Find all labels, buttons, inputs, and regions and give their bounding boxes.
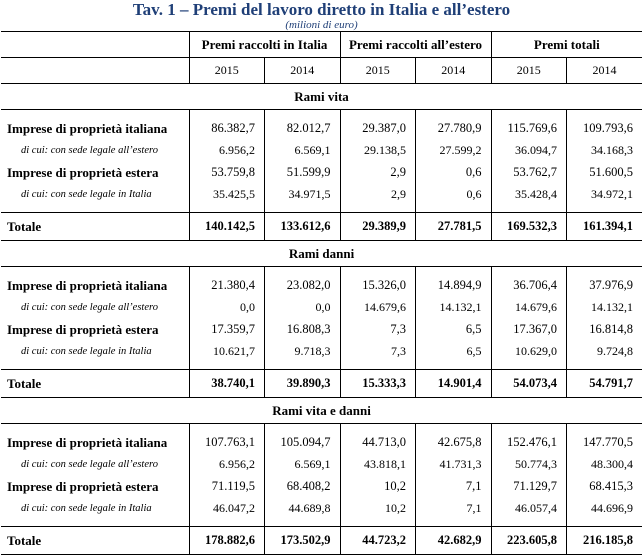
section-title: Rami vita e danni [1, 398, 642, 424]
value-cell: 7,1 [416, 475, 492, 498]
spacer-cell [189, 205, 265, 213]
total-row [1, 213, 642, 241]
total-value-cell: 39.890,3 [265, 370, 341, 398]
value-cell: 10,2 [340, 498, 416, 519]
value-cell: 6.956,2 [189, 454, 265, 475]
spacer-cell [567, 110, 643, 118]
spacer-cell [491, 519, 567, 527]
subrow-label: di cui: con sede legale in Italia [21, 346, 152, 357]
spacer-cell [416, 362, 492, 370]
group-header-italia: Premi raccolti in Italia [189, 32, 340, 58]
spacer-cell [265, 519, 341, 527]
spacer-cell [340, 519, 416, 527]
value-cell: 105.094,7 [265, 431, 341, 454]
spacer-cell [416, 519, 492, 527]
total-value-cell: 42.682,9 [416, 527, 492, 555]
value-cell: 68.408,2 [265, 475, 341, 498]
spacer-cell [189, 267, 265, 275]
total-value-cell: 54.791,7 [567, 370, 643, 398]
table-subrow [1, 341, 642, 362]
value-cell: 9.718,3 [265, 341, 341, 362]
spacer-cell [265, 424, 341, 432]
value-cell: 14.894,9 [416, 274, 492, 297]
spacer-cell [567, 362, 643, 370]
value-cell: 36.094,7 [491, 140, 567, 161]
spacer-cell [340, 424, 416, 432]
group-header-estero: Premi raccolti all’estero [340, 32, 491, 58]
table-subtitle: (milioni di euro) [285, 19, 358, 31]
value-cell: 71.119,5 [189, 475, 265, 498]
value-cell: 21.380,4 [189, 274, 265, 297]
value-cell: 115.769,6 [491, 117, 567, 140]
year-header: 2015 [491, 58, 567, 84]
total-label: Totale [1, 213, 189, 241]
spacer-cell [567, 424, 643, 432]
value-cell: 35.425,5 [189, 184, 265, 205]
spacer-cell [265, 362, 341, 370]
total-value-cell: 29.389,9 [340, 213, 416, 241]
value-cell: 10,2 [340, 475, 416, 498]
total-value-cell: 14.901,4 [416, 370, 492, 398]
total-value-cell: 169.532,3 [491, 213, 567, 241]
spacer-cell [1, 362, 189, 370]
year-header: 2015 [189, 58, 265, 84]
value-cell: 16.808,3 [265, 318, 341, 341]
value-cell: 6,5 [416, 341, 492, 362]
value-cell: 6.956,2 [189, 140, 265, 161]
value-cell: 46.047,2 [189, 498, 265, 519]
value-cell: 44.696,9 [567, 498, 643, 519]
value-cell: 14.132,1 [416, 297, 492, 318]
value-cell: 147.770,5 [567, 431, 643, 454]
table-subrow [1, 184, 642, 205]
total-label: Totale [1, 370, 189, 398]
value-cell: 53.759,8 [189, 161, 265, 184]
value-cell: 36.706,4 [491, 274, 567, 297]
spacer-cell [1, 519, 189, 527]
group-header-row [1, 32, 642, 58]
spacer-cell [340, 267, 416, 275]
value-cell: 82.012,7 [265, 117, 341, 140]
total-value-cell: 133.612,6 [265, 213, 341, 241]
row-label: Imprese di proprietà estera [7, 321, 159, 337]
value-cell: 152.476,1 [491, 431, 567, 454]
value-cell: 7,1 [416, 498, 492, 519]
value-cell: 2,9 [340, 184, 416, 205]
value-cell: 29.387,0 [340, 117, 416, 140]
total-label: Totale [1, 527, 189, 555]
spacer-row [1, 519, 642, 527]
value-cell: 14.679,6 [340, 297, 416, 318]
subrow-label: di cui: con sede legale in Italia [21, 503, 152, 514]
year-header: 2014 [567, 58, 643, 84]
value-cell: 16.814,8 [567, 318, 643, 341]
spacer-cell [265, 267, 341, 275]
table-row [1, 117, 642, 140]
value-cell: 27.780,9 [416, 117, 492, 140]
value-cell: 6.569,1 [265, 454, 341, 475]
year-header: 2014 [416, 58, 492, 84]
value-cell: 41.731,3 [416, 454, 492, 475]
spacer-cell [567, 519, 643, 527]
spacer-row [1, 267, 642, 275]
value-cell: 27.599,2 [416, 140, 492, 161]
section-header-row [1, 241, 642, 267]
value-cell: 50.774,3 [491, 454, 567, 475]
spacer-cell [1, 267, 189, 275]
value-cell: 35.428,4 [491, 184, 567, 205]
total-value-cell: 44.723,2 [340, 527, 416, 555]
value-cell: 43.818,1 [340, 454, 416, 475]
row-label: Imprese di proprietà italiana [7, 434, 168, 450]
table-row [1, 475, 642, 498]
value-cell: 42.675,8 [416, 431, 492, 454]
value-cell: 6.569,1 [265, 140, 341, 161]
row-label: Imprese di proprietà italiana [7, 277, 168, 293]
spacer-cell [416, 424, 492, 432]
subrow-label: di cui: con sede legale all’estero [21, 459, 158, 470]
value-cell: 0,6 [416, 161, 492, 184]
total-value-cell: 27.781,5 [416, 213, 492, 241]
value-cell: 10.621,7 [189, 341, 265, 362]
value-cell: 15.326,0 [340, 274, 416, 297]
value-cell: 46.057,4 [491, 498, 567, 519]
value-cell: 29.138,5 [340, 140, 416, 161]
table-subrow [1, 297, 642, 318]
table-subrow [1, 454, 642, 475]
year-header-row [1, 58, 642, 84]
spacer-cell [491, 110, 567, 118]
total-value-cell: 38.740,1 [189, 370, 265, 398]
value-cell: 17.359,7 [189, 318, 265, 341]
spacer-cell [567, 267, 643, 275]
total-value-cell: 140.142,5 [189, 213, 265, 241]
spacer-cell [491, 424, 567, 432]
subrow-label: di cui: con sede legale in Italia [21, 189, 152, 200]
section-header-row [1, 84, 642, 110]
table-row [1, 318, 642, 341]
spacer-row [1, 205, 642, 213]
row-label: Imprese di proprietà estera [7, 478, 159, 494]
spacer-cell [340, 110, 416, 118]
spacer-row [1, 424, 642, 432]
premiums-table [1, 31, 642, 555]
value-cell: 109.793,6 [567, 117, 643, 140]
spacer-cell [189, 424, 265, 432]
section-title: Rami danni [1, 241, 642, 267]
spacer-cell [567, 205, 643, 213]
row-label: Imprese di proprietà estera [7, 164, 159, 180]
total-row [1, 370, 642, 398]
spacer-cell [189, 362, 265, 370]
value-cell: 2,9 [340, 161, 416, 184]
value-cell: 53.762,7 [491, 161, 567, 184]
value-cell: 44.713,0 [340, 431, 416, 454]
value-cell: 17.367,0 [491, 318, 567, 341]
value-cell: 14.132,1 [567, 297, 643, 318]
value-cell: 0,0 [189, 297, 265, 318]
total-row [1, 527, 642, 555]
corner-cell [1, 32, 189, 58]
table-subrow [1, 140, 642, 161]
subrow-label: di cui: con sede legale all’estero [21, 302, 158, 313]
table-body [1, 84, 642, 555]
spacer-cell [265, 110, 341, 118]
spacer-cell [491, 267, 567, 275]
spacer-row [1, 362, 642, 370]
value-cell: 48.300,4 [567, 454, 643, 475]
spacer-cell [1, 110, 189, 118]
value-cell: 34.972,1 [567, 184, 643, 205]
value-cell: 34.971,5 [265, 184, 341, 205]
spacer-cell [416, 267, 492, 275]
value-cell: 86.382,7 [189, 117, 265, 140]
value-cell: 51.600,5 [567, 161, 643, 184]
year-header: 2014 [265, 58, 341, 84]
section-title: Rami vita [1, 84, 642, 110]
value-cell: 71.129,7 [491, 475, 567, 498]
total-value-cell: 54.073,4 [491, 370, 567, 398]
row-label: Imprese di proprietà italiana [7, 120, 168, 136]
value-cell: 6,5 [416, 318, 492, 341]
value-cell: 34.168,3 [567, 140, 643, 161]
spacer-row [1, 110, 642, 118]
spacer-cell [1, 424, 189, 432]
total-value-cell: 15.333,3 [340, 370, 416, 398]
value-cell: 0,6 [416, 184, 492, 205]
table-subrow [1, 498, 642, 519]
total-value-cell: 223.605,8 [491, 527, 567, 555]
total-value-cell: 161.394,1 [567, 213, 643, 241]
value-cell: 68.415,3 [567, 475, 643, 498]
value-cell: 10.629,0 [491, 341, 567, 362]
table-title: Tav. 1 – Premi del lavoro diretto in Italia e all’estero [132, 0, 511, 19]
value-cell: 7,3 [340, 318, 416, 341]
total-value-cell: 173.502,9 [265, 527, 341, 555]
subrow-label: di cui: con sede legale all’estero [21, 145, 158, 156]
spacer-cell [416, 205, 492, 213]
table-row [1, 274, 642, 297]
value-cell: 107.763,1 [189, 431, 265, 454]
total-value-cell: 216.185,8 [567, 527, 643, 555]
spacer-cell [189, 110, 265, 118]
value-cell: 51.599,9 [265, 161, 341, 184]
value-cell: 37.976,9 [567, 274, 643, 297]
value-cell: 9.724,8 [567, 341, 643, 362]
spacer-cell [491, 362, 567, 370]
spacer-cell [189, 519, 265, 527]
spacer-cell [265, 205, 341, 213]
value-cell: 44.689,8 [265, 498, 341, 519]
spacer-cell [491, 205, 567, 213]
value-cell: 0,0 [265, 297, 341, 318]
value-cell: 23.082,0 [265, 274, 341, 297]
corner-cell [1, 58, 189, 84]
group-header-totali: Premi totali [491, 32, 642, 58]
value-cell: 14.679,6 [491, 297, 567, 318]
total-value-cell: 178.882,6 [189, 527, 265, 555]
spacer-cell [1, 205, 189, 213]
section-header-row [1, 398, 642, 424]
table-row [1, 161, 642, 184]
value-cell: 7,3 [340, 341, 416, 362]
spacer-cell [416, 110, 492, 118]
spacer-cell [340, 362, 416, 370]
table-row [1, 431, 642, 454]
spacer-cell [340, 205, 416, 213]
year-header: 2015 [340, 58, 416, 84]
